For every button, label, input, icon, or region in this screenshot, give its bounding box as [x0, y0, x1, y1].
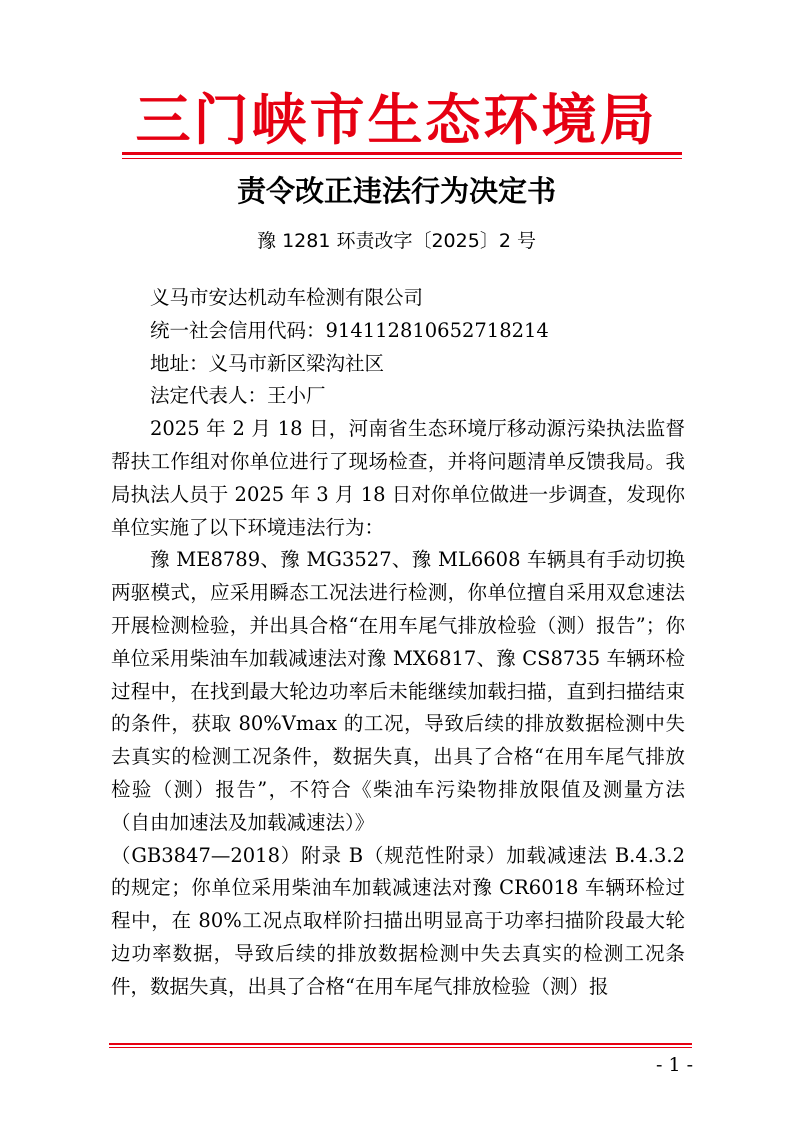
- party-address: 地址：义马市新区梁沟社区: [150, 351, 385, 375]
- body-paragraph: 2025 年 2 月 18 日，河南省生态环境厅移动源污染执法监督帮扶工作组对你单位进行了现场检查，并将问题清单反馈我局。我局执法人员于 2025 年 3 月 18 日对你单位做进一步调查，发现你单位实施了以下环境违法行为：: [111, 417, 685, 539]
- body-paragraph: 豫 ME8789、豫 MG3527、豫 ML6608 车辆具有手动切换两驱模式，应采用瞬态工况法进行检测，你单位擅自采用双怠速法开展检测检验，并出具合格“在用车尾气排放检验（测）报告”；你单位采用柴油车加载减速法对豫 MX6817、豫 CS8735 车辆环检过程中，在找到最大轮边功率后未能继续加载扫描，直到扫描结束的条件，获取 80%Vmax 的工况，导致后续的排放数据检测中失去真实的检测工况条件，数据失真，出具了合格“在用车尾气排放检验（测）报告”，不符合《柴油车污染物排放限值及测量方法（自由加速法及加载减速法）》: [111, 548, 685, 834]
- footer-divider: [109, 1043, 692, 1048]
- document-number: 豫 1281 环责改字〔2025〕2 号: [257, 230, 536, 252]
- page-number: - 1 -: [655, 1054, 693, 1076]
- party-name: 义马市安达机动车检测有限公司: [150, 286, 424, 309]
- legal-representative: 法定代表人：王小厂: [150, 384, 326, 408]
- credit-code: 统一社会信用代码：914112810652718214: [150, 318, 549, 342]
- document-body: [111, 282, 685, 1004]
- agency-masthead: 三门峡市生态环境局: [135, 87, 658, 152]
- masthead-divider: [122, 152, 682, 160]
- document-title: 责令改正违法行为决定书: [236, 174, 556, 208]
- body-paragraph: （GB3847—2018）附录 B（规范性附录）加载减速法 B.4.3.2 的规定；你单位采用柴油车加载减速法对豫 CR6018 车辆环检过程中，在 80%工况点取样阶扫描出明显高于功率扫描阶段最大轮边功率数据，导致后续的排放数据检测中失去真实的检测工况条件，数据失真，出具了合格“在用车尾气排放检验（测）报: [111, 843, 685, 998]
